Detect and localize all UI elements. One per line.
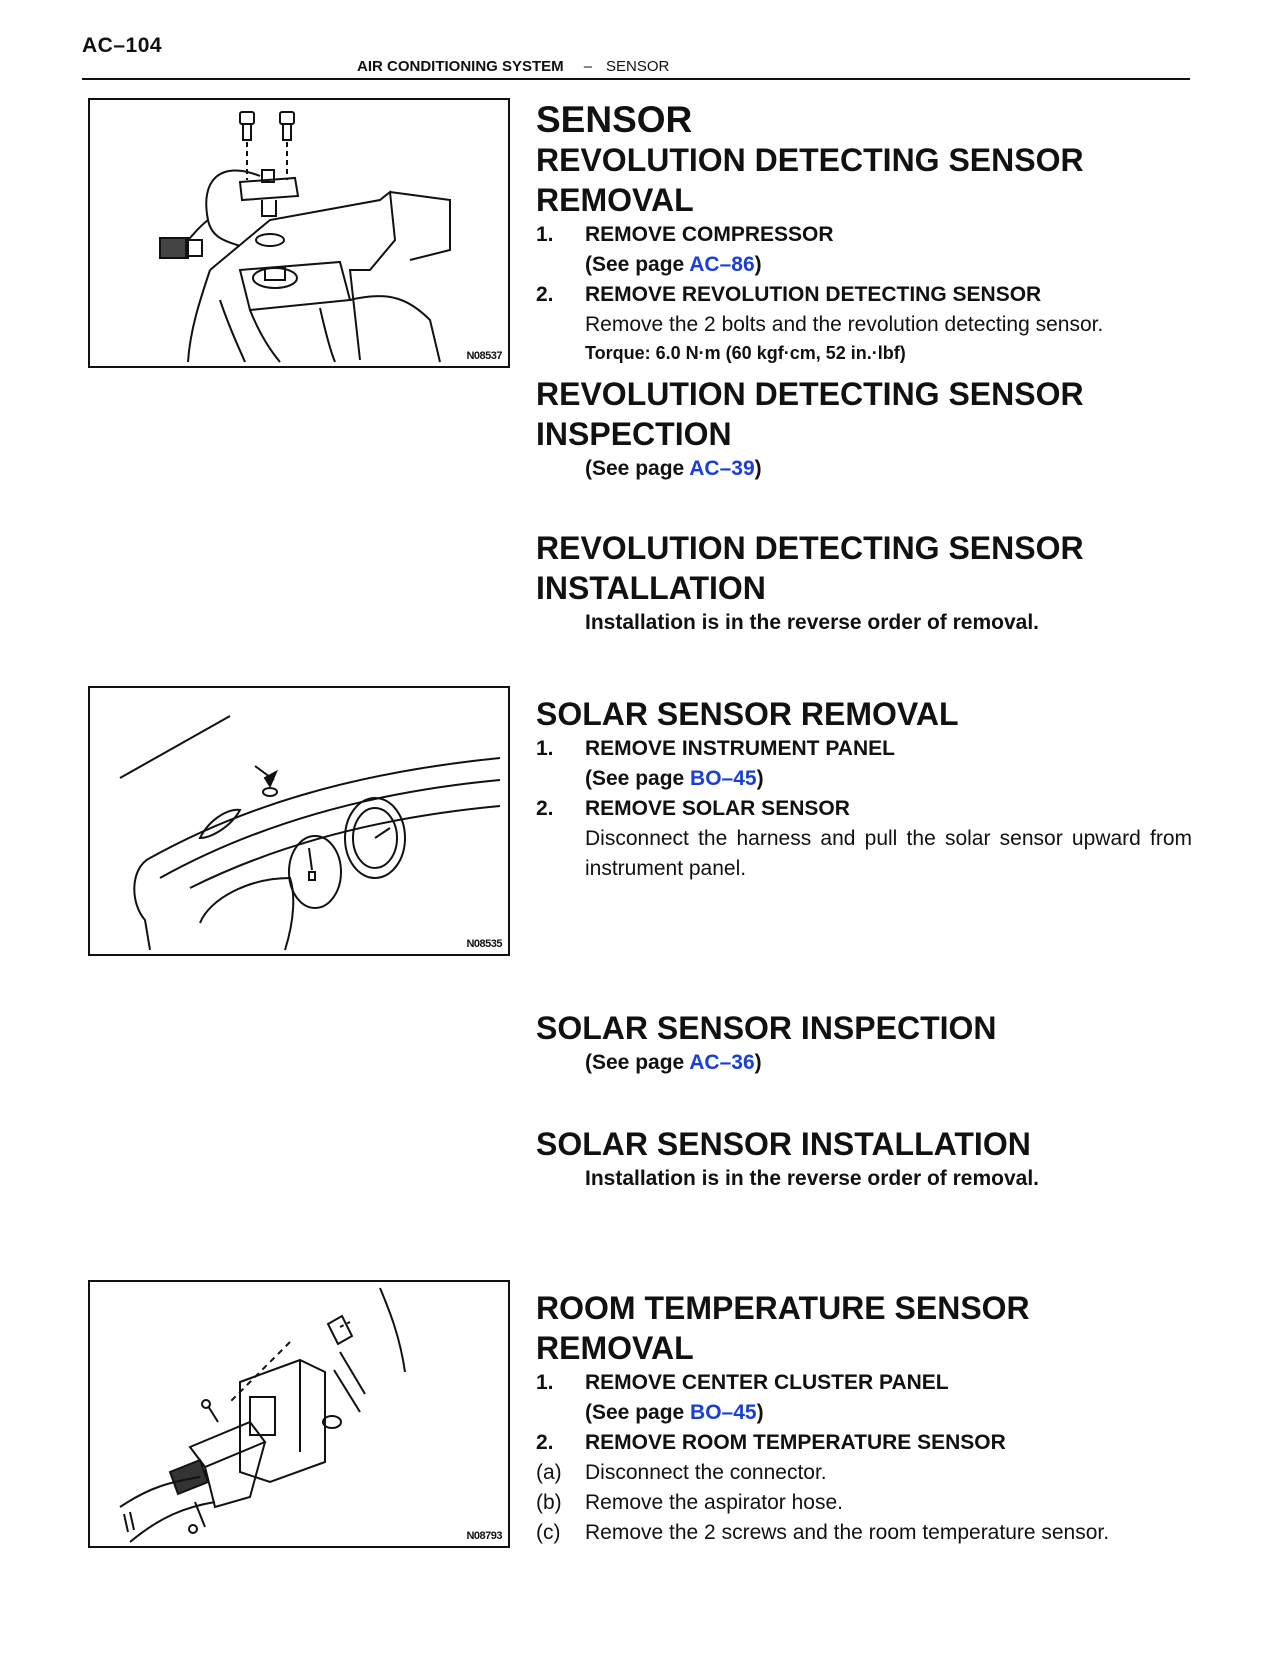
step-number: 2. [536, 1431, 554, 1454]
step-number: 2. [536, 283, 554, 306]
torque-spec: Torque: 6.0 N·m (60 kgf·cm, 52 in.·lbf) [585, 343, 906, 363]
see-prefix: (See page [585, 1051, 690, 1074]
step-number: 1. [536, 223, 554, 246]
sub-step [536, 1458, 1192, 1488]
step-number: 1. [536, 1371, 554, 1394]
sub-step-text: Remove the 2 screws and the room temperature sensor. [585, 1521, 1110, 1544]
see-suffix: ) [754, 1051, 762, 1074]
step [536, 734, 1192, 764]
sub-step-label: (a) [536, 1461, 562, 1484]
step-instruction: Disconnect the harness and pull the solar sensor upward from instrument panel. [585, 827, 1192, 880]
revolution-installation-section [536, 528, 1192, 638]
page-link[interactable]: BO–45 [690, 1401, 757, 1424]
step-number: 2. [536, 797, 554, 820]
figure-code: N08793 [466, 1530, 502, 1542]
see-page-reference [536, 1398, 1192, 1428]
subsection-title: SENSOR [606, 58, 670, 75]
step-title: REMOVE INSTRUMENT PANEL [585, 737, 895, 760]
room-temperature-sensor-illustration [88, 1280, 510, 1548]
sub-step [536, 1488, 1192, 1518]
step-title: REMOVE SOLAR SENSOR [585, 797, 850, 820]
see-suffix: ) [754, 253, 762, 276]
heading-line: REVOLUTION DETECTING SENSOR [536, 530, 1084, 566]
see-prefix: (See page [585, 457, 690, 480]
sub-step-text: Remove the aspirator hose. [585, 1491, 843, 1514]
cluster-panel-drawing [90, 1282, 508, 1546]
page-link[interactable]: BO–45 [690, 767, 757, 790]
sub-step [536, 1518, 1192, 1548]
heading-line: ROOM TEMPERATURE SENSOR [536, 1290, 1030, 1326]
compressor-drawing [90, 100, 508, 366]
installation-note: Installation is in the reverse order of removal. [585, 1167, 1039, 1190]
see-page-reference [536, 764, 1192, 794]
figure-code: N08537 [466, 350, 502, 362]
step-title: REMOVE REVOLUTION DETECTING SENSOR [585, 283, 1042, 306]
step [536, 1428, 1192, 1458]
header-separator: – [583, 58, 593, 75]
see-suffix: ) [756, 1401, 764, 1424]
page-link[interactable]: AC–39 [689, 457, 755, 480]
step-number: 1. [536, 737, 554, 760]
page-title: SENSOR [536, 99, 693, 140]
see-prefix: (See page [585, 253, 690, 276]
sub-step-text: Disconnect the connector. [585, 1461, 827, 1484]
solar-installation-section [536, 1124, 1192, 1194]
heading-line: INSTALLATION [536, 570, 766, 606]
section-title: AIR CONDITIONING SYSTEM [357, 58, 564, 75]
see-page-reference [536, 1048, 1192, 1078]
revolution-inspection-section [536, 374, 1192, 484]
step-title: REMOVE ROOM TEMPERATURE SENSOR [585, 1431, 1006, 1454]
see-page-reference [536, 250, 1192, 280]
step-title: REMOVE COMPRESSOR [585, 223, 834, 246]
room-temperature-removal-section [536, 1288, 1192, 1548]
revolution-sensor-illustration [88, 98, 510, 368]
step [536, 794, 1192, 824]
installation-note: Installation is in the reverse order of removal. [585, 611, 1039, 634]
sub-step-label: (b) [536, 1491, 562, 1514]
see-page-reference [536, 454, 1192, 484]
heading-line: REVOLUTION DETECTING SENSOR [536, 142, 1084, 178]
step-instruction: Remove the 2 bolts and the revolution detecting sensor. [585, 313, 1104, 336]
page-link[interactable]: AC–36 [689, 1051, 755, 1074]
see-suffix: ) [754, 457, 762, 480]
heading-line: SOLAR SENSOR REMOVAL [536, 696, 959, 732]
solar-sensor-illustration [88, 686, 510, 956]
step-title: REMOVE CENTER CLUSTER PANEL [585, 1371, 949, 1394]
instrument-panel-drawing [90, 688, 508, 954]
heading-line: INSPECTION [536, 416, 732, 452]
heading-line: REMOVAL [536, 1330, 694, 1366]
solar-inspection-section [536, 1008, 1192, 1078]
revolution-removal-section [536, 100, 1192, 366]
heading-line: SOLAR SENSOR INSTALLATION [536, 1126, 1031, 1162]
heading-line: REVOLUTION DETECTING SENSOR [536, 376, 1084, 412]
page-number: AC–104 [82, 34, 163, 57]
page-link[interactable]: AC–86 [689, 253, 755, 276]
see-suffix: ) [756, 767, 764, 790]
step [536, 1368, 1192, 1398]
see-prefix: (See page [585, 767, 691, 790]
step [536, 220, 1192, 250]
sub-step-label: (c) [536, 1521, 561, 1544]
heading-line: SOLAR SENSOR INSPECTION [536, 1010, 997, 1046]
running-header [357, 58, 669, 75]
figure-code: N08535 [466, 938, 502, 950]
step [536, 280, 1192, 310]
heading-line: REMOVAL [536, 182, 694, 218]
see-prefix: (See page [585, 1401, 691, 1424]
header-rule [82, 78, 1190, 80]
solar-removal-section [536, 694, 1192, 884]
